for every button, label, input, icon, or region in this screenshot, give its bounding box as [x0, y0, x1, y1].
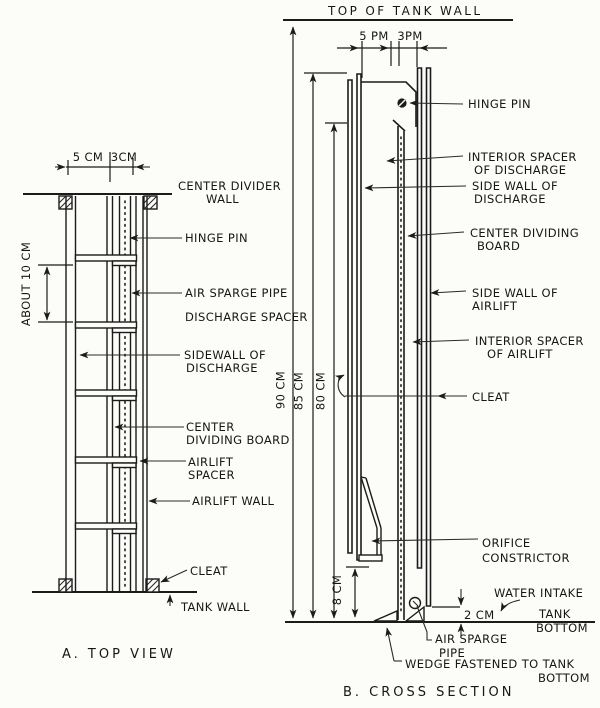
dim-80cm: 80 CM [313, 371, 328, 411]
label-side-wall-discharge-2: DISCHARGE [474, 192, 546, 206]
top-view-drawing [19, 150, 308, 662]
label-sidewall-2: DISCHARGE [186, 361, 258, 375]
caption-top-view: A. TOP VIEW [62, 647, 176, 662]
wedge-leader [387, 628, 402, 661]
label-int-spacer-discharge-2: OF DISCHARGE [474, 163, 567, 177]
label-orifice-2: CONSTRICTOR [482, 551, 570, 565]
dim-3pm: 3PM [397, 29, 423, 43]
rung [76, 322, 137, 333]
label-center-board-2: DIVIDING BOARD [186, 433, 290, 447]
cleat-block-bottom-right [146, 579, 159, 592]
label-tank-wall: TANK WALL [181, 600, 250, 614]
interior-spacer-of-discharge-board [356, 74, 362, 560]
cleat-block-top-right [144, 196, 157, 209]
cross-section-boards [347, 68, 431, 620]
label-water-intake: WATER INTAKE [494, 586, 584, 600]
side-wall-discharge-leader [365, 186, 466, 188]
label-airlift-wall: AIRLIFT WALL [192, 494, 275, 508]
label-wedge-2: BOTTOM [538, 671, 590, 685]
dim-5pm: 5 PM [359, 29, 389, 43]
label-side-wall-airlift-1: SIDE WALL OF [472, 286, 559, 300]
dim-85cm: 85 CM [291, 371, 306, 411]
label-tank-bottom-1: TANK [539, 607, 571, 621]
label-hinge-pin-cs: HINGE PIN [468, 97, 532, 111]
discharge-flap [361, 82, 416, 127]
label-air-sparge-1: AIR SPARGE [435, 632, 508, 646]
cleat-leader [161, 570, 187, 582]
label-tank-bottom-2: BOTTOM [536, 621, 588, 635]
orifice-constrictor-leader [372, 539, 478, 541]
dim-about-10cm: ABOUT 10 CM [19, 241, 33, 327]
dim-3cm: 3CM [110, 150, 138, 164]
label-center-divider-1: CENTER DIVIDER [178, 179, 282, 193]
label-sidewall-1: SIDEWALL OF [184, 348, 266, 362]
label-int-spacer-airlift-1: INTERIOR SPACER [475, 334, 584, 348]
caption-cross-section: B. CROSS SECTION [343, 685, 515, 700]
label-cleat: CLEAT [190, 564, 228, 578]
side-wall-of-discharge-board [347, 80, 353, 553]
label-cleat-cs: CLEAT [472, 390, 510, 404]
rung-pitch-dimension [19, 242, 73, 326]
label-side-wall-airlift-2: AIRLIFT [472, 299, 518, 313]
dim-8cm: 8 CM [330, 574, 344, 606]
label-top-of-tank-wall: TOP OF TANK WALL [328, 4, 483, 18]
orifice-height-dimension [330, 567, 369, 617]
orifice-constrictor-board [359, 477, 382, 561]
label-center-board-cs-2: BOARD [477, 239, 521, 253]
rung [76, 390, 137, 401]
label-air-sparge-2: PIPE [439, 646, 466, 660]
rung [76, 457, 137, 468]
label-hinge-pin: HINGE PIN [185, 231, 249, 245]
center-board-leader-cs [408, 232, 464, 236]
label-side-wall-discharge-1: SIDE WALL OF [472, 179, 559, 193]
dim-2cm: 2 CM [464, 608, 495, 622]
label-center-board-cs-1: CENTER DIVIDING [470, 226, 580, 240]
spacer-rungs [76, 255, 137, 534]
label-airlift-spacer-2: SPACER [188, 468, 235, 482]
interior-spacer-of-airlift-board [417, 68, 423, 568]
top-view-width-dimension [55, 150, 150, 182]
label-center-divider-2: WALL [206, 192, 240, 206]
label-orifice-1: ORIFICE [482, 536, 531, 550]
label-discharge-spacer: DISCHARGE SPACER [185, 310, 308, 324]
label-int-spacer-airlift-2: OF AIRLIFT [487, 347, 553, 361]
side-wall-of-airlift-board [426, 68, 432, 606]
label-air-sparge-pipe: AIR SPARGE PIPE [185, 286, 288, 300]
side-wall-airlift-leader [431, 291, 466, 293]
wedge-left [374, 611, 397, 621]
rung [76, 255, 137, 266]
dim-5cm: 5 CM [72, 150, 104, 164]
label-wedge-1: WEDGE FASTENED TO TANK [405, 657, 575, 671]
label-center-board-1: CENTER [186, 420, 235, 434]
center-dividing-board [393, 120, 405, 620]
rung [76, 523, 137, 534]
water-intake-leader [501, 600, 520, 611]
cross-section-drawing [274, 4, 596, 700]
water-intake-dimension [461, 589, 495, 638]
dim-90cm: 90 CM [273, 370, 288, 410]
label-airlift-spacer-1: AIRLIFT [188, 455, 234, 469]
label-int-spacer-discharge-1: INTERIOR SPACER [468, 150, 577, 164]
